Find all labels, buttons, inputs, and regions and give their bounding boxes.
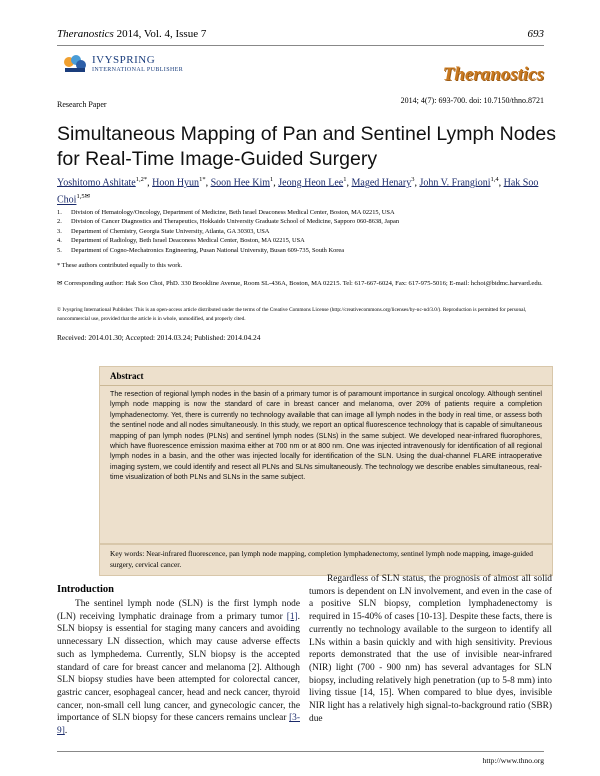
- affiliation-list: [57, 208, 557, 255]
- journal-brand-logo: Theranostics: [442, 64, 544, 85]
- affiliation-item: [57, 217, 557, 226]
- author-name[interactable]: Hoon Hyun: [152, 177, 200, 189]
- keywords-box: [99, 544, 553, 576]
- license-notice: © Ivyspring International Publisher. This is an open-access article distributed under the terms of the Creative Commons License (http://creativecommons.org/licenses/by-nc-nd/3.0/). Reproduction is permitted for personal, noncommercial use, provided that the article is in whole, unmodified, and properly cited.: [57, 307, 527, 322]
- page-number: 693: [527, 28, 544, 40]
- author-name[interactable]: Maged Henary: [351, 177, 412, 189]
- author-name[interactable]: Hak Soo Choi: [57, 177, 539, 206]
- affiliation-number: 4.: [57, 237, 62, 245]
- ivyspring-logo-icon: [62, 54, 88, 74]
- journal-url-link[interactable]: http://www.thno.org: [482, 756, 544, 765]
- intro-paragraph-2: Regardless of SLN status, the prognosis of almost all solid tumors is dependent on LN involvement, and even in the case of a positive SLN biopsy, completion lymphadenectomy is required in 15-40% of cases [10-13]. Despite these facts, there is currently no technology available to the surgeon to identify all LNs within a basin quickly and with high sensitivity. Previous reports demonstrated that the use of invisible near-infrared (NIR) light (700 - 900 nm) has several advantages for SLN biopsy, including relatively high penetration (up to 5-8 mm) into living tissue [14, 15]. When compared to blue dyes, invisible NIR light has a relatively high signal-to-background ratio (SBR) due: [309, 574, 552, 724]
- affiliation-text: Department of Chemistry, Georgia State University, Atlanta, GA 30303, USA: [71, 227, 270, 235]
- affiliation-text: Division of Cancer Diagnostics and Therapeutics, Hokkaido University Graduate School of Medicine, Sapporo 060-8638, Japan: [71, 218, 400, 226]
- footer-divider: [57, 751, 544, 752]
- affiliation-item: [57, 208, 557, 217]
- author-affiliation-marker: 1: [343, 176, 347, 183]
- affiliation-item: [57, 227, 557, 236]
- affiliation-number: 1.: [57, 209, 62, 216]
- affiliation-text: Department of Cogno-Mechatronics Engineering, Pusan National University, Busan 609-735, South Korea: [71, 246, 345, 254]
- corresponding-author: ✉ Corresponding author: Hak Soo Choi, PhD. 330 Brookline Avenue, Room SL-436A, Boston, MA 02215. Tel: 617-667-6024, Fax: 617-975-5016; E-mail: hchoi@bidmc.harvard.edu.: [57, 280, 543, 287]
- abstract-text: The resection of regional lymph nodes in the basin of a primary tumor is of paramount importance in surgical oncology. Although sentinel lymph node mapping is now the standard of care in breast cancer and melanoma, over 20% of patients require a completion lymphadenectomy. Yet, there is currently no technology available that can image all lymph nodes in the body in real time, or assess both the sentinel node and all nodes simultaneously. In this study, we report an optical fluorescence technology that is capable of simultaneous mapping of pan lymph nodes (PLNs) and sentinel lymph nodes (SLNs) in the same subject. We developed near-infrared fluorophores, which have fluorescence emission maxima either at 700 nm or at 800 nm. One was injected intravenously for identification of all regional lymph nodes in a basin, and the other was injected locally for identification of the SLN. Using the dual-channel FLARE intraoperative imaging system, we could identify and resect all PLNs and SLNs simultaneously. The technology we describe enables simultaneous, real-time visualization of both PLNs and SLNs in the same subject.: [110, 390, 542, 482]
- equal-contribution-note: * These authors contributed equally to this work.: [57, 262, 183, 269]
- article-dates: Received: 2014.01.30; Accepted: 2014.03.24; Published: 2014.04.24: [57, 333, 261, 342]
- author-affiliation-marker: 1,2*: [135, 176, 148, 183]
- journal-name: Theranostics: [57, 28, 114, 40]
- introduction-heading: Introduction: [57, 584, 114, 595]
- affiliation-number: 3.: [57, 227, 62, 235]
- author-affiliation-marker: 1*: [199, 176, 206, 183]
- affiliation-text: Division of Hematology/Oncology, Department of Medicine, Beth Israel Deaconess Medical Center, Boston, MA 02215, USA: [71, 209, 395, 216]
- author-affiliation-marker: 3: [411, 176, 415, 183]
- author-affiliation-marker: 1: [270, 176, 274, 183]
- affiliation-text: Department of Radiology, Beth Israel Deaconess Medical Center, Boston, MA 02215, USA: [71, 237, 305, 245]
- paragraph-text: . SLN biopsy is essential for staging many cancers and avoiding unnecessary LN dissection, which may cause adverse effects such as lymphedema. Currently, SLN biopsy is the accepted standard of care for breast cancer and melanoma [2]. Although SLN biopsy studies have been attempted for colorectal cancer, gastric cancer, esophageal cancer, head and neck cancer, thyroid cancer, non-small cell lung cancer, and gynecologic cancer, the importance of SLN biopsy for these cancers remains unclear: [57, 611, 300, 724]
- publisher-logo-subtitle: INTERNATIONAL PUBLISHER: [92, 67, 184, 73]
- paragraph-text: .: [64, 726, 68, 737]
- article-citation: 2014; 4(7): 693-700. doi: 10.7150/thno.8721: [400, 96, 544, 105]
- author-name[interactable]: Jeong Heon Lee: [278, 177, 344, 189]
- paragraph-text: The sentinel lymph node (SLN) is the first lymph node (LN) receiving lymphatic drainage from a primary tumor: [57, 599, 300, 622]
- affiliation-number: 2.: [57, 218, 62, 226]
- keywords-text: Key words: Near-infrared fluorescence, pan lymph node mapping, completion lymphadenectomy, sentinel lymph node mapping, image-guided surgery, cervical cancer.: [110, 549, 533, 569]
- intro-left-column: [57, 598, 300, 738]
- author-list: Yoshitomo Ashitate$^{1,2*}$, Hoon Hyun$^{1*}$, Soon Hee Kim$^1$, Jeong Heon Lee$^1$, Maged Henary$^3$, John V. Frangioni$^{1,4}$, Hak Soo Choi$^{1,5✉}$: [57, 176, 539, 206]
- affiliation-item: [57, 246, 557, 255]
- article-title: Simultaneous Mapping of Pan and Sentinel Lymph Nodes for Real-Time Image-Guided Surgery: [57, 123, 557, 170]
- abstract-divider: [100, 385, 552, 386]
- affiliation-number: 5.: [57, 246, 62, 254]
- publisher-logo-name: IVYSPRING: [92, 54, 156, 66]
- abstract-heading: Abstract: [110, 371, 144, 381]
- author-affiliation-marker: 1,5✉: [76, 193, 91, 201]
- author-name[interactable]: Soon Hee Kim: [210, 177, 271, 189]
- intro-paragraph-1: [57, 598, 300, 738]
- reference-link[interactable]: [1]: [286, 611, 298, 622]
- affiliation-item: [57, 236, 557, 245]
- author-name[interactable]: John V. Frangioni: [419, 177, 491, 189]
- intro-right-column: [309, 573, 552, 725]
- running-header: [57, 28, 206, 40]
- abstract-box: [99, 366, 553, 544]
- volume-issue: 2014, Vol. 4, Issue 7: [113, 28, 207, 40]
- reference-link[interactable]: [3-9]: [57, 713, 300, 737]
- author-affiliation-marker: 1,4: [490, 176, 499, 183]
- article-type: Research Paper: [57, 100, 107, 109]
- header-divider: [57, 45, 544, 46]
- author-name[interactable]: Yoshitomo Ashitate: [57, 177, 136, 189]
